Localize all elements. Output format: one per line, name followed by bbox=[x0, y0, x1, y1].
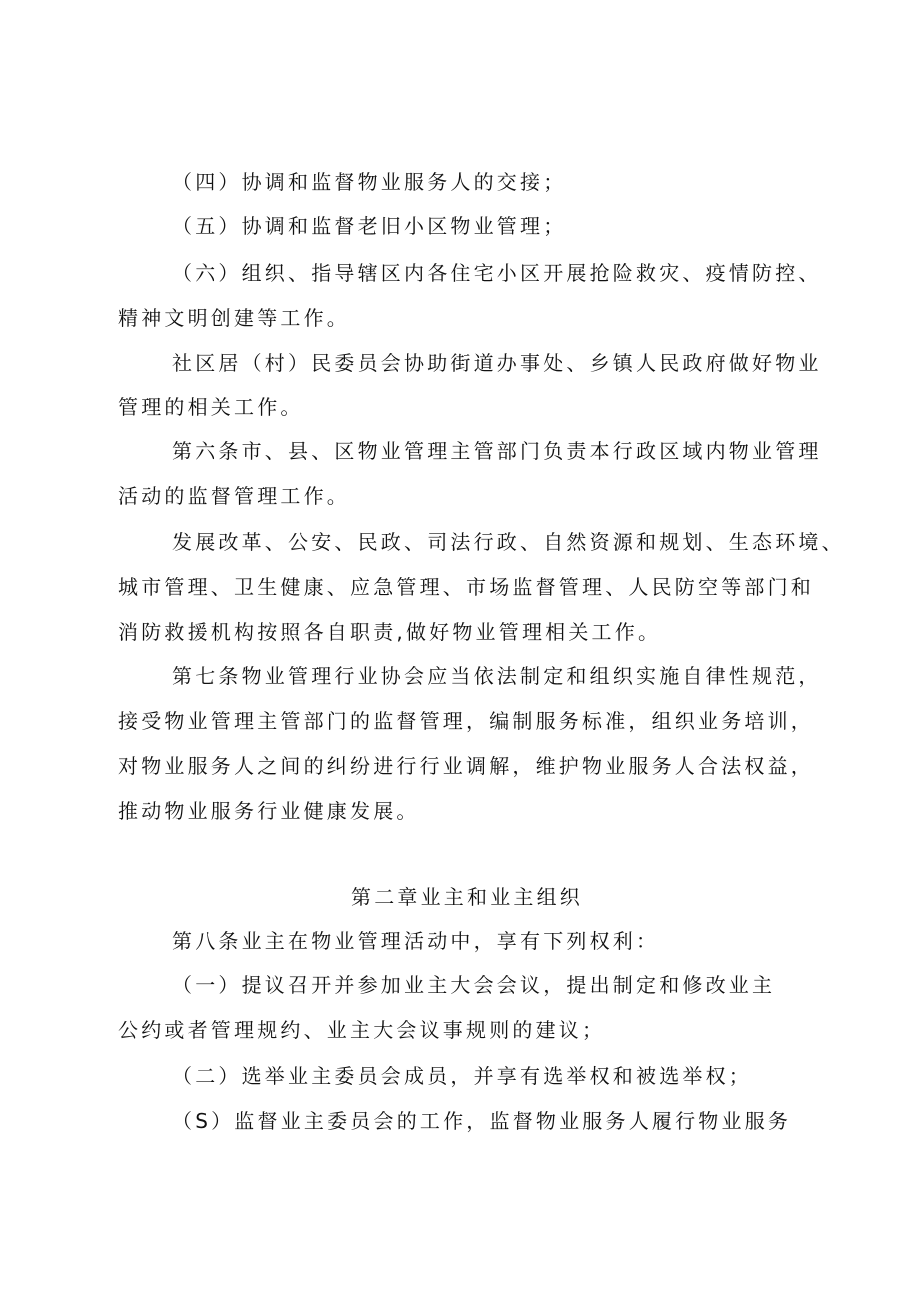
text-line: （六）组织、指导辖区内各住宅小区开展抢险救灾、疫情防控、 bbox=[172, 261, 822, 285]
text-line: 公约或者管理规约、业主大会议事规则的建议； bbox=[118, 1018, 606, 1042]
text-line: 第七条物业管理行业协会应当依法制定和组织实施自律性规范， bbox=[172, 664, 822, 688]
text-line: 管理的相关工作。 bbox=[118, 395, 304, 419]
text-line: 第八条业主在物业管理活动中，享有下列权利： bbox=[172, 929, 660, 953]
text-line: （四）协调和监督物业服务人的交接； bbox=[172, 170, 567, 194]
text-line: 对物业服务人之间的纠纷进行行业调解，维护物业服务人合法权益， bbox=[118, 754, 814, 778]
text-line: 城市管理、卫生健康、应急管理、市场监督管理、人民防空等部门和 bbox=[118, 575, 814, 599]
chapter-heading: 第二章业主和业主组织 bbox=[351, 885, 583, 909]
text-line: 推动物业服务行业健康发展。 bbox=[118, 799, 420, 823]
text-line: 发展改革、公安、民政、司法行政、自然资源和规划、生态环境、 bbox=[172, 530, 845, 554]
text-line: 接受物业管理主管部门的监督管理，编制服务标准，组织业务培训， bbox=[118, 709, 814, 733]
text-line: 第六条市、县、区物业管理主管部门负责本行政区域内物业管理 bbox=[172, 439, 822, 463]
text-line: （S）监督业主委员会的工作，监督物业服务人履行物业服务 bbox=[172, 1109, 792, 1133]
text-line: （一）提议召开并参加业主大会会议，提出制定和修改业主 bbox=[172, 973, 776, 997]
text-line: （二）选举业主委员会成员，并享有选举权和被选举权； bbox=[172, 1064, 752, 1088]
text-line: 精神文明创建等工作。 bbox=[118, 306, 350, 330]
text-line: （五）协调和监督老旧小区物业管理； bbox=[172, 214, 567, 238]
text-line: 社区居（村）民委员会协助街道办事处、乡镇人民政府做好物业 bbox=[172, 351, 822, 375]
text-line: 消防救援机构按照各自职责,做好物业管理相关工作。 bbox=[118, 620, 662, 644]
text-line: 活动的监督管理工作。 bbox=[118, 484, 350, 508]
